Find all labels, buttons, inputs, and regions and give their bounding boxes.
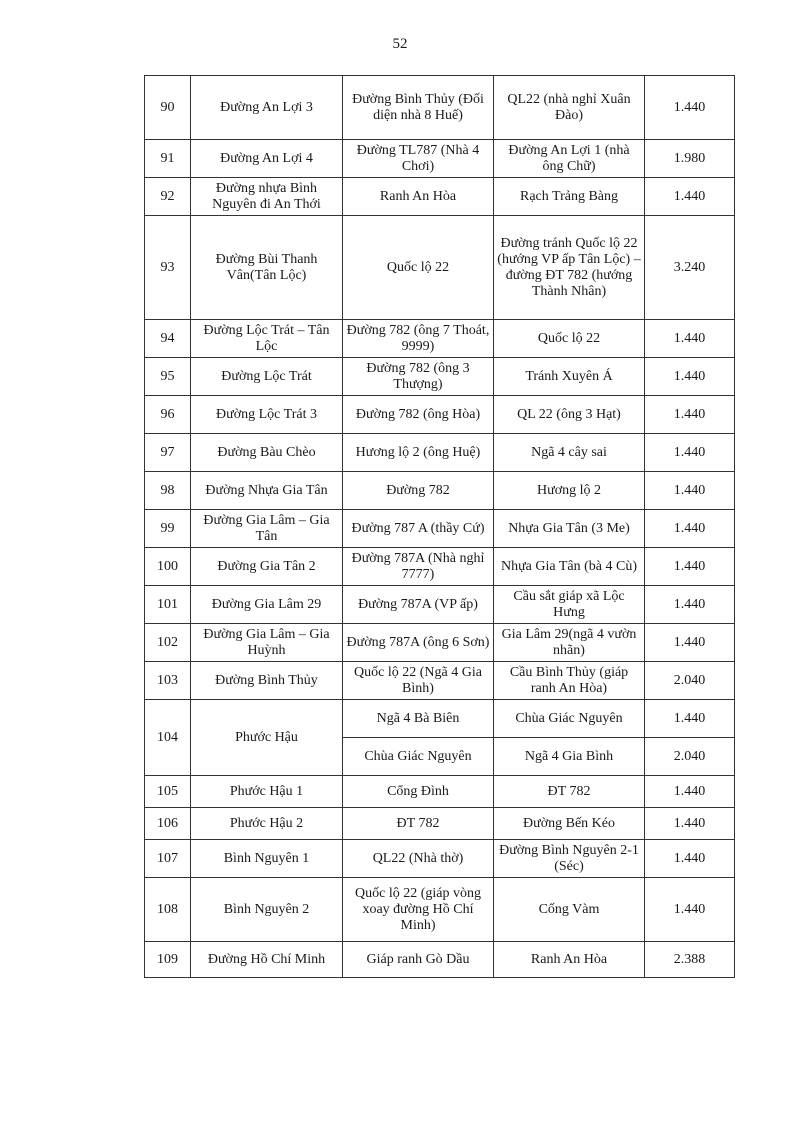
row-number: 103 xyxy=(145,662,191,700)
segment-from: Đường 782 (ông 3 Thượng) xyxy=(343,358,494,396)
row-number: 96 xyxy=(145,396,191,434)
segment-to: Rạch Trảng Bàng xyxy=(494,178,645,216)
row-number: 93 xyxy=(145,216,191,320)
unit-price: 1.440 xyxy=(645,396,735,434)
road-name: Đường Nhựa Gia Tân xyxy=(191,472,343,510)
table-row xyxy=(145,76,735,140)
segment-from: Giáp ranh Gò Dầu xyxy=(343,942,494,978)
row-number: 98 xyxy=(145,472,191,510)
segment-from: Đường 787A (ông 6 Sơn) xyxy=(343,624,494,662)
segment-from: Đường Bình Thủy (Đối diện nhà 8 Huế) xyxy=(343,76,494,140)
row-number: 106 xyxy=(145,808,191,840)
table-row xyxy=(145,586,735,624)
road-name: Đường An Lợi 4 xyxy=(191,140,343,178)
unit-price: 2.388 xyxy=(645,942,735,978)
segment-to: Quốc lộ 22 xyxy=(494,320,645,358)
segment-to: Cống Vàm xyxy=(494,878,645,942)
table-row xyxy=(145,548,735,586)
segment-to: ĐT 782 xyxy=(494,776,645,808)
unit-price: 1.440 xyxy=(645,510,735,548)
road-name: Bình Nguyên 2 xyxy=(191,878,343,942)
road-name: Bình Nguyên 1 xyxy=(191,840,343,878)
road-name: Đường Lộc Trát 3 xyxy=(191,396,343,434)
table-row xyxy=(145,140,735,178)
table-row xyxy=(145,216,735,320)
segment-from: Đường 782 xyxy=(343,472,494,510)
segment-to: Đường Bình Nguyên 2-1 (Séc) xyxy=(494,840,645,878)
road-name: Phước Hậu xyxy=(191,700,343,776)
row-number: 99 xyxy=(145,510,191,548)
unit-price: 1.440 xyxy=(645,586,735,624)
road-name: Đường Gia Tân 2 xyxy=(191,548,343,586)
segment-from: Quốc lộ 22 (Ngã 4 Gia Bình) xyxy=(343,662,494,700)
unit-price: 1.440 xyxy=(645,624,735,662)
segment-to: Hương lộ 2 xyxy=(494,472,645,510)
segment-from: Đường 782 (ông Hòa) xyxy=(343,396,494,434)
road-name: Đường Bùi Thanh Vân(Tân Lộc) xyxy=(191,216,343,320)
segment-from: Đường TL787 (Nhà 4 Chơi) xyxy=(343,140,494,178)
segment-to: Cầu sắt giáp xã Lộc Hưng xyxy=(494,586,645,624)
segment-to: Tránh Xuyên Á xyxy=(494,358,645,396)
segment-to: QL22 (nhà nghỉ Xuân Đào) xyxy=(494,76,645,140)
segment-to: QL 22 (ông 3 Hạt) xyxy=(494,396,645,434)
segment-to: Đường Bến Kéo xyxy=(494,808,645,840)
segment-to: Nhựa Gia Tân (3 Me) xyxy=(494,510,645,548)
unit-price: 1.440 xyxy=(645,840,735,878)
row-number: 90 xyxy=(145,76,191,140)
segment-from: Ranh An Hòa xyxy=(343,178,494,216)
road-name: Đường Bàu Chèo xyxy=(191,434,343,472)
segment-to: Cầu Bình Thủy (giáp ranh An Hòa) xyxy=(494,662,645,700)
table-row xyxy=(145,878,735,942)
row-number: 97 xyxy=(145,434,191,472)
segment-to: Chùa Giác Nguyên xyxy=(494,700,645,738)
row-number: 101 xyxy=(145,586,191,624)
segment-to: Ranh An Hòa xyxy=(494,942,645,978)
unit-price: 1.440 xyxy=(645,472,735,510)
unit-price: 1.440 xyxy=(645,76,735,140)
unit-price: 1.980 xyxy=(645,140,735,178)
segment-to: Ngã 4 cây sai xyxy=(494,434,645,472)
road-name: Đường Bình Thủy xyxy=(191,662,343,700)
table-row xyxy=(145,624,735,662)
table-row xyxy=(145,776,735,808)
segment-to: Ngã 4 Gia Bình xyxy=(494,738,645,776)
segment-from: Đường 782 (ông 7 Thoát, 9999) xyxy=(343,320,494,358)
unit-price: 1.440 xyxy=(645,434,735,472)
table-row xyxy=(145,942,735,978)
row-number: 94 xyxy=(145,320,191,358)
unit-price: 1.440 xyxy=(645,358,735,396)
row-number: 107 xyxy=(145,840,191,878)
table-body xyxy=(145,76,735,978)
land-price-table xyxy=(144,75,735,978)
road-name: Đường Gia Lâm – Gia Tân xyxy=(191,510,343,548)
segment-to: Gia Lâm 29(ngã 4 vườn nhãn) xyxy=(494,624,645,662)
road-name: Đường An Lợi 3 xyxy=(191,76,343,140)
table-row xyxy=(145,808,735,840)
segment-from: Đường 787A (Nhà nghỉ 7777) xyxy=(343,548,494,586)
unit-price: 2.040 xyxy=(645,738,735,776)
row-number: 92 xyxy=(145,178,191,216)
table-row xyxy=(145,510,735,548)
table-row xyxy=(145,840,735,878)
row-number: 105 xyxy=(145,776,191,808)
road-name: Đường nhựa Bình Nguyên đi An Thới xyxy=(191,178,343,216)
road-name: Phước Hậu 2 xyxy=(191,808,343,840)
road-name: Đường Gia Lâm – Gia Huỳnh xyxy=(191,624,343,662)
segment-from: QL22 (Nhà thờ) xyxy=(343,840,494,878)
table-row xyxy=(145,320,735,358)
table-row xyxy=(145,178,735,216)
table-row xyxy=(145,358,735,396)
segment-from: Quốc lộ 22 xyxy=(343,216,494,320)
unit-price: 1.440 xyxy=(645,178,735,216)
unit-price: 1.440 xyxy=(645,548,735,586)
table-row xyxy=(145,700,735,738)
segment-from: Hương lộ 2 (ông Huệ) xyxy=(343,434,494,472)
unit-price: 1.440 xyxy=(645,808,735,840)
segment-from: Cổng Đình xyxy=(343,776,494,808)
road-name: Đường Hồ Chí Minh xyxy=(191,942,343,978)
segment-from: Đường 787A (VP ấp) xyxy=(343,586,494,624)
segment-to: Đường An Lợi 1 (nhà ông Chữ) xyxy=(494,140,645,178)
unit-price: 1.440 xyxy=(645,878,735,942)
table-row xyxy=(145,396,735,434)
row-number: 95 xyxy=(145,358,191,396)
segment-from: Đường 787 A (thầy Cứ) xyxy=(343,510,494,548)
road-name: Đường Gia Lâm 29 xyxy=(191,586,343,624)
segment-from: Chùa Giác Nguyên xyxy=(343,738,494,776)
page-number: 52 xyxy=(392,36,408,52)
table-row xyxy=(145,662,735,700)
unit-price: 2.040 xyxy=(645,662,735,700)
row-number: 104 xyxy=(145,700,191,776)
road-name: Đường Lộc Trát – Tân Lộc xyxy=(191,320,343,358)
table-row xyxy=(145,472,735,510)
road-name: Phước Hậu 1 xyxy=(191,776,343,808)
unit-price: 1.440 xyxy=(645,776,735,808)
row-number: 108 xyxy=(145,878,191,942)
segment-from: Quốc lộ 22 (giáp vòng xoay đường Hồ Chí Minh) xyxy=(343,878,494,942)
row-number: 109 xyxy=(145,942,191,978)
table-row xyxy=(145,434,735,472)
segment-from: ĐT 782 xyxy=(343,808,494,840)
unit-price: 1.440 xyxy=(645,320,735,358)
row-number: 100 xyxy=(145,548,191,586)
unit-price: 3.240 xyxy=(645,216,735,320)
row-number: 91 xyxy=(145,140,191,178)
unit-price: 1.440 xyxy=(645,700,735,738)
road-name: Đường Lộc Trát xyxy=(191,358,343,396)
row-number: 102 xyxy=(145,624,191,662)
segment-to: Nhựa Gia Tân (bà 4 Cù) xyxy=(494,548,645,586)
segment-to: Đường tránh Quốc lộ 22 (hướng VP ấp Tân Lộc) – đường ĐT 782 (hướng Thành Nhân) xyxy=(494,216,645,320)
segment-from: Ngã 4 Bà Biên xyxy=(343,700,494,738)
